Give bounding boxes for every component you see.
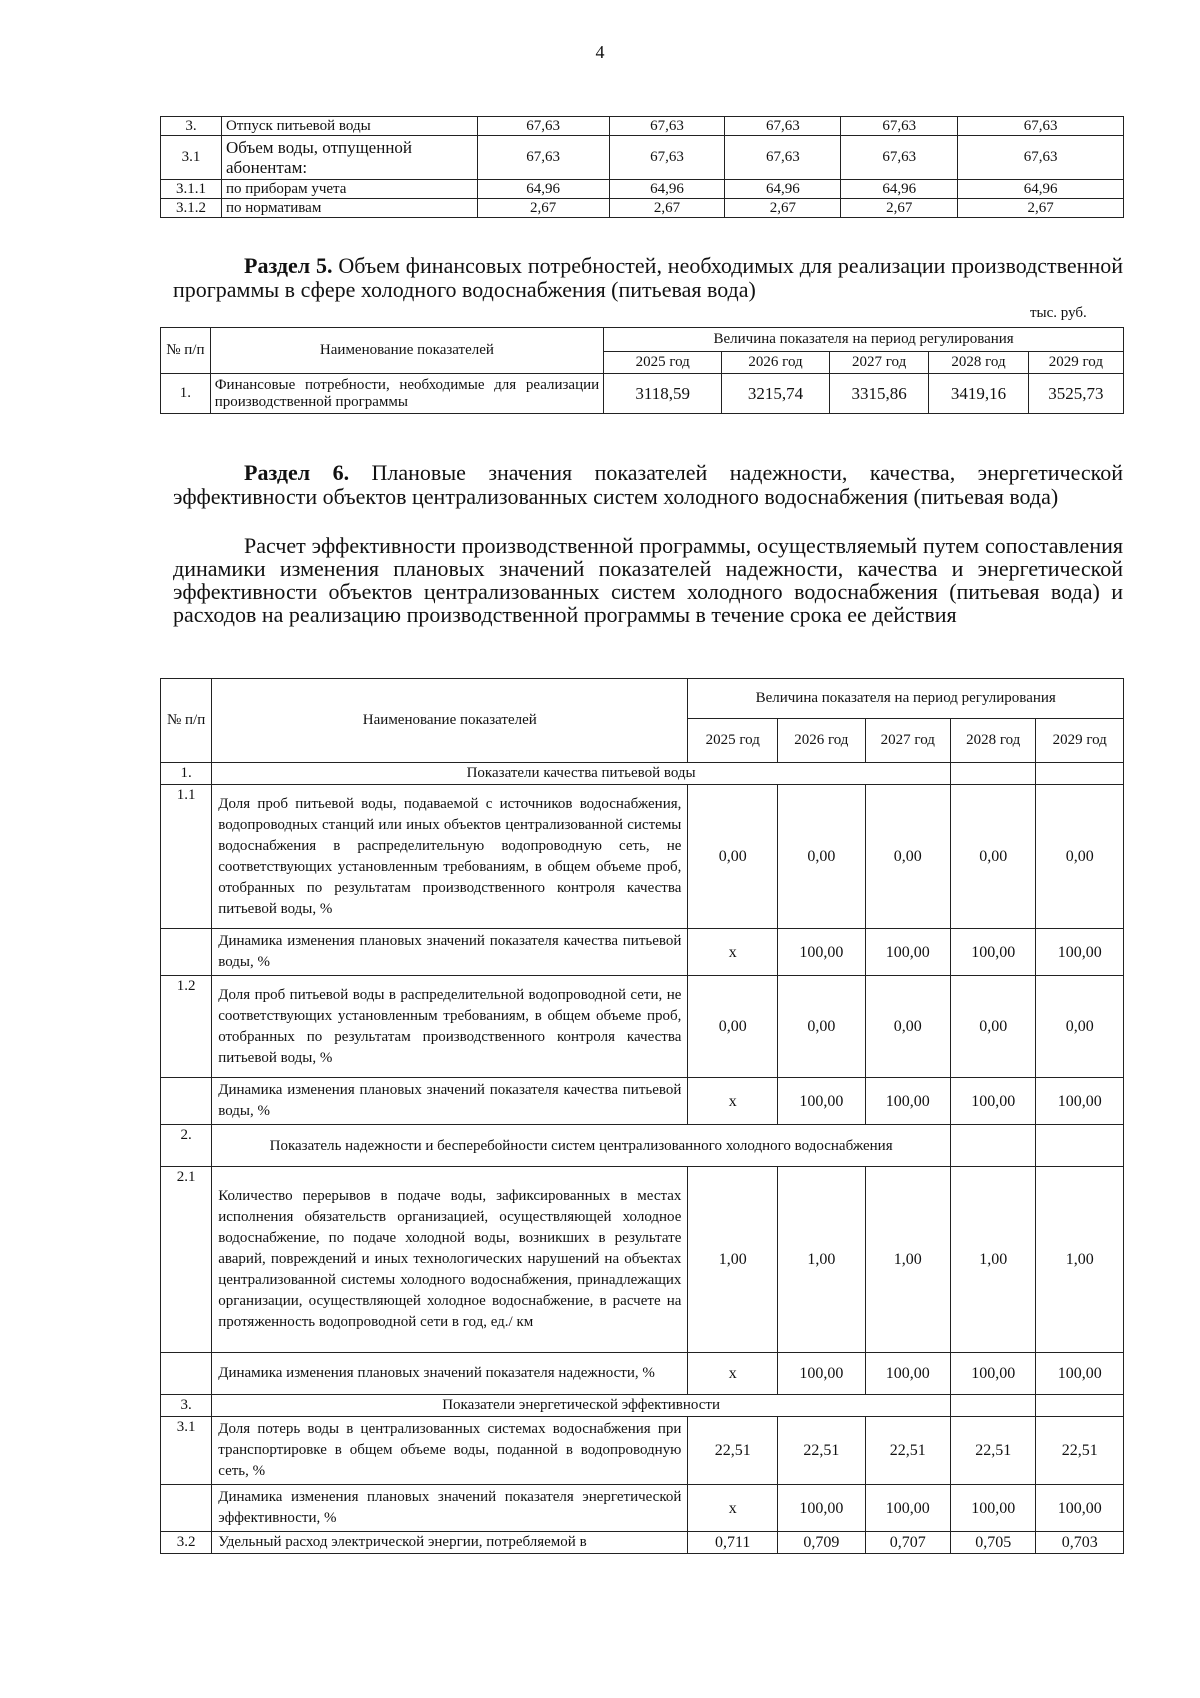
table-row	[161, 1078, 1124, 1125]
header-name: Наименование показателей	[210, 328, 603, 374]
empty-cell	[1036, 1125, 1124, 1167]
row-name: Динамика изменения плановых значений показателя качества питьевой воды, %	[212, 929, 688, 976]
row-name: Динамика изменения плановых значений показателя надежности, %	[212, 1353, 688, 1395]
header-name: Наименование показателей	[212, 679, 688, 763]
section-5-label: Раздел 5.	[244, 253, 333, 278]
value-2027: 1,00	[865, 1167, 950, 1353]
value-2026: 0,709	[778, 1532, 866, 1554]
table-row	[161, 1167, 1124, 1353]
row-name: Отпуск питьевой воды	[221, 117, 477, 136]
year-2027: 2027 год	[829, 352, 928, 374]
header-num: № п/п	[161, 328, 211, 374]
group-title: Показатели энергетической эффективности	[212, 1395, 951, 1417]
value-2026: 67,63	[609, 117, 725, 136]
empty-cell	[1036, 1395, 1124, 1417]
value-2026: 67,63	[609, 136, 725, 180]
value-2026: 64,96	[609, 180, 725, 199]
empty-cell	[161, 1353, 212, 1395]
group-row	[161, 763, 1124, 785]
row-number: 3.	[161, 117, 222, 136]
row-number: 2.1	[161, 1167, 212, 1353]
empty-cell	[951, 1125, 1036, 1167]
value-2028: 3419,16	[929, 374, 1028, 414]
group-row	[161, 1125, 1124, 1167]
table-row	[161, 117, 1124, 136]
row-name: Доля проб питьевой воды, подаваемой с источников водоснабжения, водопроводных станций или иных объектов централизованной системы водоснабжения в распределительную водопроводную сеть, не соответствующих установленным требованиям, в общем объеме проб, отобранных по результатам производственного контроля качества питьевой воды, %	[212, 785, 688, 929]
value-2027: 100,00	[865, 1353, 950, 1395]
row-name: по приборам учета	[221, 180, 477, 199]
row-name: Финансовые потребности, необходимые для реализации производственной программы	[210, 374, 603, 414]
row-number: 1.2	[161, 976, 212, 1078]
year-2029: 2029 год	[1036, 719, 1124, 763]
group-number: 1.	[161, 763, 212, 785]
financial-needs-table	[160, 327, 1124, 414]
value-2029: 67,63	[958, 117, 1124, 136]
value-2027: 67,63	[725, 136, 841, 180]
value-2028: 100,00	[951, 1485, 1036, 1532]
value-2025: 67,63	[477, 136, 609, 180]
year-2025: 2025 год	[604, 352, 722, 374]
value-2025: 2,67	[477, 199, 609, 218]
header-period: Величина показателя на период регулирования	[688, 679, 1124, 719]
value-2027: 0,707	[865, 1532, 950, 1554]
empty-cell	[161, 1485, 212, 1532]
value-2028: 67,63	[841, 117, 958, 136]
value-2028: 100,00	[951, 929, 1036, 976]
value-2025: 64,96	[477, 180, 609, 199]
value-2028: 0,00	[951, 785, 1036, 929]
value-2029: 0,00	[1036, 976, 1124, 1078]
row-name: Объем воды, отпущенной абонентам:	[221, 136, 477, 180]
value-2027: 22,51	[865, 1417, 950, 1485]
value-2029: 1,00	[1036, 1167, 1124, 1353]
section-6-label: Раздел 6.	[244, 460, 350, 485]
group-title: Показатели качества питьевой воды	[212, 763, 951, 785]
value-2026: 100,00	[778, 1485, 866, 1532]
value-2025: 67,63	[477, 117, 609, 136]
row-number: 1.1	[161, 785, 212, 929]
table-row	[161, 1353, 1124, 1395]
value-2026: 100,00	[778, 1353, 866, 1395]
row-name: Динамика изменения плановых значений показателя качества питьевой воды, %	[212, 1078, 688, 1125]
year-2028: 2028 год	[951, 719, 1036, 763]
value-2028: 64,96	[841, 180, 958, 199]
value-2026: 22,51	[778, 1417, 866, 1485]
value-2029: 100,00	[1036, 929, 1124, 976]
value-2025: х	[688, 1078, 778, 1125]
page-number: 4	[595, 42, 605, 62]
value-2027: 67,63	[725, 117, 841, 136]
value-2028: 2,67	[841, 199, 958, 218]
empty-cell	[161, 929, 212, 976]
table-row	[161, 976, 1124, 1078]
value-2029: 100,00	[1036, 1078, 1124, 1125]
empty-cell	[1036, 763, 1124, 785]
year-2028: 2028 год	[929, 352, 1028, 374]
value-2027: 100,00	[865, 1078, 950, 1125]
indicators-table	[160, 678, 1124, 1554]
table-row	[161, 199, 1124, 218]
table-row	[161, 180, 1124, 199]
value-2029: 64,96	[958, 180, 1124, 199]
row-name: Доля проб питьевой воды в распределительной водопроводной сети, не соответствующих установленным требованиям, в общем объеме проб, отобранных по результатам производственного контроля качества питьевой воды, %	[212, 976, 688, 1078]
section-5-text: Объем финансовых потребностей, необходимых для реализации производственной программы в сфере холодного водоснабжения (питьевая вода)	[173, 253, 1124, 302]
value-2026: 100,00	[778, 1078, 866, 1125]
value-2026: 100,00	[778, 929, 866, 976]
value-2029: 0,00	[1036, 785, 1124, 929]
row-name: Количество перерывов в подаче воды, зафиксированных в местах исполнения обязательств организацией, осуществляющей холодное водоснабжение, по подаче холодной воды, возникших в результате аварий, повреждений и иных технологических нарушений на объектах централизованной системы холодного водоснабжения, принадлежащих организации, осуществляющей холодное водоснабжение, в расчете на протяженность водопроводной сети в год, ед./ км	[212, 1167, 688, 1353]
value-2025: х	[688, 1485, 778, 1532]
value-2027: 0,00	[865, 976, 950, 1078]
value-2025: 0,711	[688, 1532, 778, 1554]
section-5-heading	[173, 254, 1123, 302]
section-6-heading	[173, 461, 1123, 509]
year-2029: 2029 год	[1028, 352, 1123, 374]
table-header-row	[161, 679, 1124, 719]
row-number: 3.1.2	[161, 199, 222, 218]
value-2025: 3118,59	[604, 374, 722, 414]
empty-cell	[951, 763, 1036, 785]
value-2027: 64,96	[725, 180, 841, 199]
value-2029: 100,00	[1036, 1485, 1124, 1532]
row-number: 3.1.1	[161, 180, 222, 199]
value-2028: 100,00	[951, 1078, 1036, 1125]
table-row	[161, 136, 1124, 180]
value-2029: 2,67	[958, 199, 1124, 218]
group-number: 2.	[161, 1125, 212, 1167]
table-row	[161, 929, 1124, 976]
empty-cell	[951, 1395, 1036, 1417]
water-volume-table	[160, 116, 1124, 218]
table-row	[161, 1532, 1124, 1554]
value-2029: 100,00	[1036, 1353, 1124, 1395]
value-2028: 0,00	[951, 976, 1036, 1078]
header-period: Величина показателя на период регулирования	[604, 328, 1124, 352]
value-2028: 1,00	[951, 1167, 1036, 1353]
table-header-row	[161, 328, 1124, 352]
year-2026: 2026 год	[722, 352, 830, 374]
value-2027: 2,67	[725, 199, 841, 218]
table-row	[161, 1485, 1124, 1532]
value-2029: 22,51	[1036, 1417, 1124, 1485]
row-name: Удельный расход электрической энергии, потребляемой в	[212, 1532, 688, 1554]
row-name: по нормативам	[221, 199, 477, 218]
row-number: 3.1	[161, 1417, 212, 1485]
row-name: Динамика изменения плановых значений показателя энергетической эффективности, %	[212, 1485, 688, 1532]
value-2029: 67,63	[958, 136, 1124, 180]
table-row	[161, 1417, 1124, 1485]
section-6-paragraph: Расчет эффективности производственной программы, осуществляемый путем сопоставления динамики изменения плановых значений показателей надежности, качества и энергетической эффективности объектов централизованных систем холодного водоснабжения (питьевая вода) и расходов на реализацию производственной программы в течение срока ее действия	[173, 533, 1123, 627]
value-2026: 3215,74	[722, 374, 830, 414]
value-2025: х	[688, 929, 778, 976]
value-2026: 0,00	[778, 785, 866, 929]
value-2025: 22,51	[688, 1417, 778, 1485]
row-number: 1.	[161, 374, 211, 414]
group-title: Показатель надежности и бесперебойности систем централизованного холодного водоснабжения	[212, 1125, 951, 1167]
value-2028: 22,51	[951, 1417, 1036, 1485]
row-number: 3.2	[161, 1532, 212, 1554]
header-num: № п/п	[161, 679, 212, 763]
value-2026: 2,67	[609, 199, 725, 218]
value-2027: 100,00	[865, 1485, 950, 1532]
value-2025: 0,00	[688, 785, 778, 929]
section-6-text: Плановые значения показателей надежности, качества, энергетической эффективности объектов централизованных систем холодного водоснабжения (питьевая вода)	[173, 460, 1123, 509]
value-2028: 100,00	[951, 1353, 1036, 1395]
table-row	[161, 374, 1124, 414]
value-2027: 100,00	[865, 929, 950, 976]
value-2026: 1,00	[778, 1167, 866, 1353]
group-number: 3.	[161, 1395, 212, 1417]
value-2027: 0,00	[865, 785, 950, 929]
year-2026: 2026 год	[778, 719, 866, 763]
table-row	[161, 785, 1124, 929]
row-name: Доля потерь воды в централизованных системах водоснабжения при транспортировке в общем объеме воды, поданной в водопроводную сеть, %	[212, 1417, 688, 1485]
value-2028: 0,705	[951, 1532, 1036, 1554]
empty-cell	[161, 1078, 212, 1125]
value-2025: 0,00	[688, 976, 778, 1078]
value-2029: 3525,73	[1028, 374, 1123, 414]
value-2027: 3315,86	[829, 374, 928, 414]
group-row	[161, 1395, 1124, 1417]
year-2027: 2027 год	[865, 719, 950, 763]
value-2025: х	[688, 1353, 778, 1395]
row-number: 3.1	[161, 136, 222, 180]
value-2028: 67,63	[841, 136, 958, 180]
value-2025: 1,00	[688, 1167, 778, 1353]
value-2026: 0,00	[778, 976, 866, 1078]
unit-label: тыс. руб.	[1030, 305, 1087, 321]
value-2029: 0,703	[1036, 1532, 1124, 1554]
year-2025: 2025 год	[688, 719, 778, 763]
